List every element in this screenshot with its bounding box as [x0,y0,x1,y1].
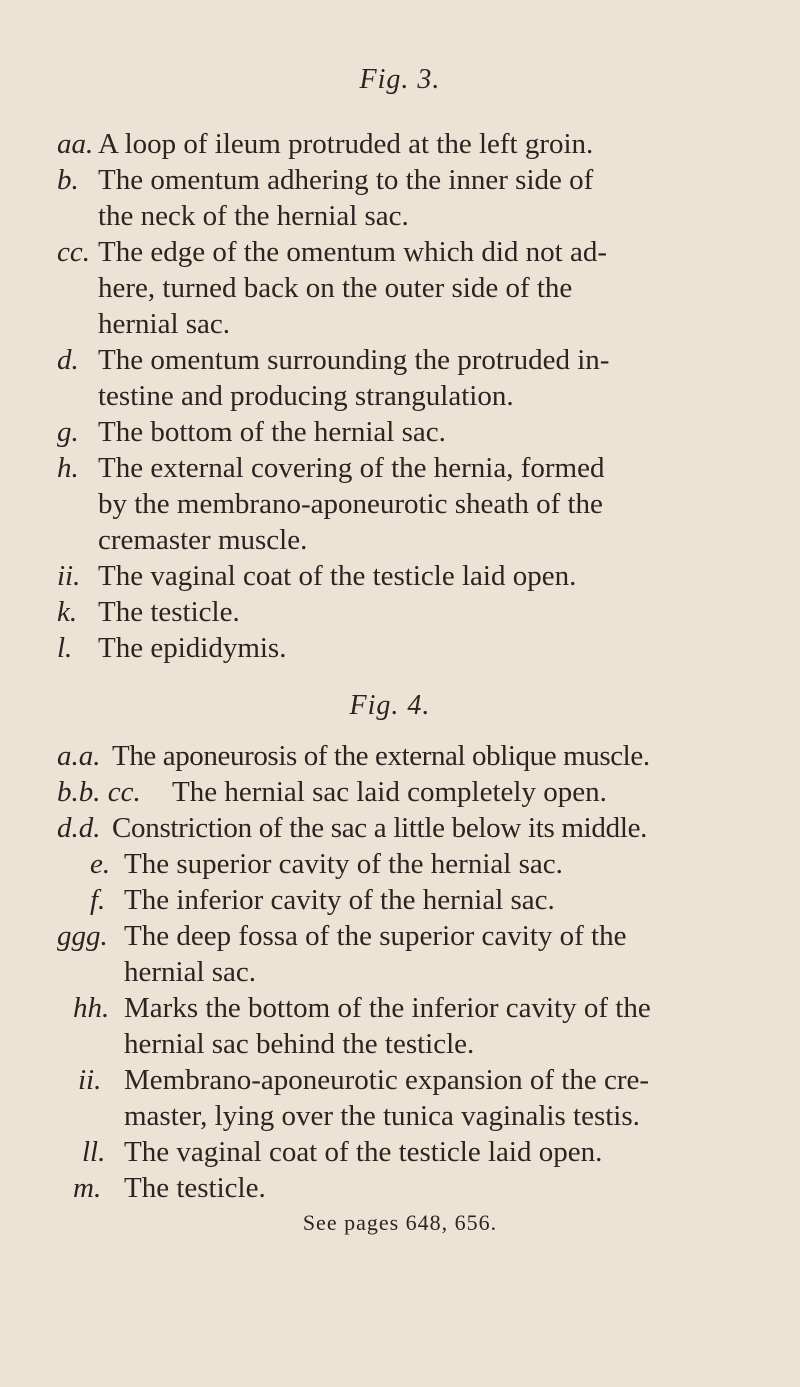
entry-text: Constriction of the sac a little below its middle. [112,812,648,844]
entry-text: here, turned back on the outer side of the [98,272,573,304]
fig3-entry-cc [0,234,800,342]
entry-key: b. [57,164,79,196]
entry-text: The vaginal coat of the testicle laid open. [124,1136,603,1168]
entry-text: A loop of ileum protruded at the left groin. [98,128,594,160]
entry-text: The external covering of the hernia, formed [98,452,605,484]
entry-key: l. [57,632,73,664]
entry-text: The testicle. [124,1172,266,1204]
entry-text: The hernial sac laid completely open. [172,776,607,808]
entry-key: aa. [57,128,94,160]
entry-text: The omentum adhering to the inner side of [98,164,594,196]
fig4-entry-ii [0,1062,800,1134]
entry-key: d.d. [57,812,101,844]
fig3-entry-b [0,162,800,234]
entry-text: hernial sac behind the testicle. [124,1028,475,1060]
entry-key: ll. [82,1136,106,1168]
entry-text: hernial sac. [98,308,231,340]
entry-text: hernial sac. [124,956,257,988]
fig4-entry-ggg [0,918,800,990]
footnote-page-references: See pages 648, 656. [302,1210,498,1235]
entry-text: testine and producing strangulation. [98,380,514,412]
entry-key: cc. [57,236,90,268]
entry-text: by the membrano-aponeurotic sheath of the [98,488,603,520]
entry-text: The omentum surrounding the protruded in- [98,344,610,376]
entry-key: e. [90,848,111,880]
entry-key: ii. [57,560,81,592]
entry-text: The aponeurosis of the external oblique muscle. [112,740,650,772]
fig3-entry-d [0,342,800,414]
entry-key: a.a. [57,740,101,772]
entry-text: The bottom of the hernial sac. [98,416,446,448]
fig4-entry-hh [0,990,800,1062]
entry-key: d. [57,344,79,376]
entry-text: Marks the bottom of the inferior cavity of the [124,992,651,1024]
fig4-entry-e [0,846,800,882]
entry-text: the neck of the hernial sac. [98,200,409,232]
fig4-entry-dd [0,810,800,846]
fig4-title: Fig. 4. [349,690,431,721]
fig4-entry-bbcc [0,774,800,810]
entry-text: The epididymis. [98,632,287,664]
entry-key: ggg. [57,920,108,952]
entry-key: h. [57,452,79,484]
entry-key: k. [57,596,78,628]
entry-key: g. [57,416,79,448]
entry-text: The vaginal coat of the testicle laid open. [98,560,577,592]
entry-text: The superior cavity of the hernial sac. [124,848,563,880]
entry-key: f. [90,884,106,916]
entry-text: The inferior cavity of the hernial sac. [124,884,555,916]
fig4-entry-f [0,882,800,918]
entry-text: The deep fossa of the superior cavity of the [124,920,627,952]
fig4-entry-ll [0,1134,800,1170]
fig3-entry-aa [0,126,800,162]
fig3-entry-k [0,594,800,630]
entry-key: m. [73,1172,102,1204]
fig3-title: Fig. 3. [359,64,441,95]
fig3-entry-l [0,630,800,666]
entry-key: b.b. cc. [57,776,141,808]
entry-text: master, lying over the tunica vaginalis testis. [124,1100,640,1132]
entry-text: The testicle. [98,596,240,628]
entry-key: ii. [78,1064,102,1096]
fig3-entry-ii [0,558,800,594]
entry-text: Membrano-aponeurotic expansion of the cre- [124,1064,650,1096]
fig3-entry-h [0,450,800,558]
fig3-entry-g [0,414,800,450]
entry-text: cremaster muscle. [98,524,308,556]
fig4-entry-aa [0,738,800,774]
fig4-entry-m [0,1170,800,1206]
entry-key: hh. [73,992,110,1024]
entry-text: The edge of the omentum which did not ad- [98,236,607,268]
